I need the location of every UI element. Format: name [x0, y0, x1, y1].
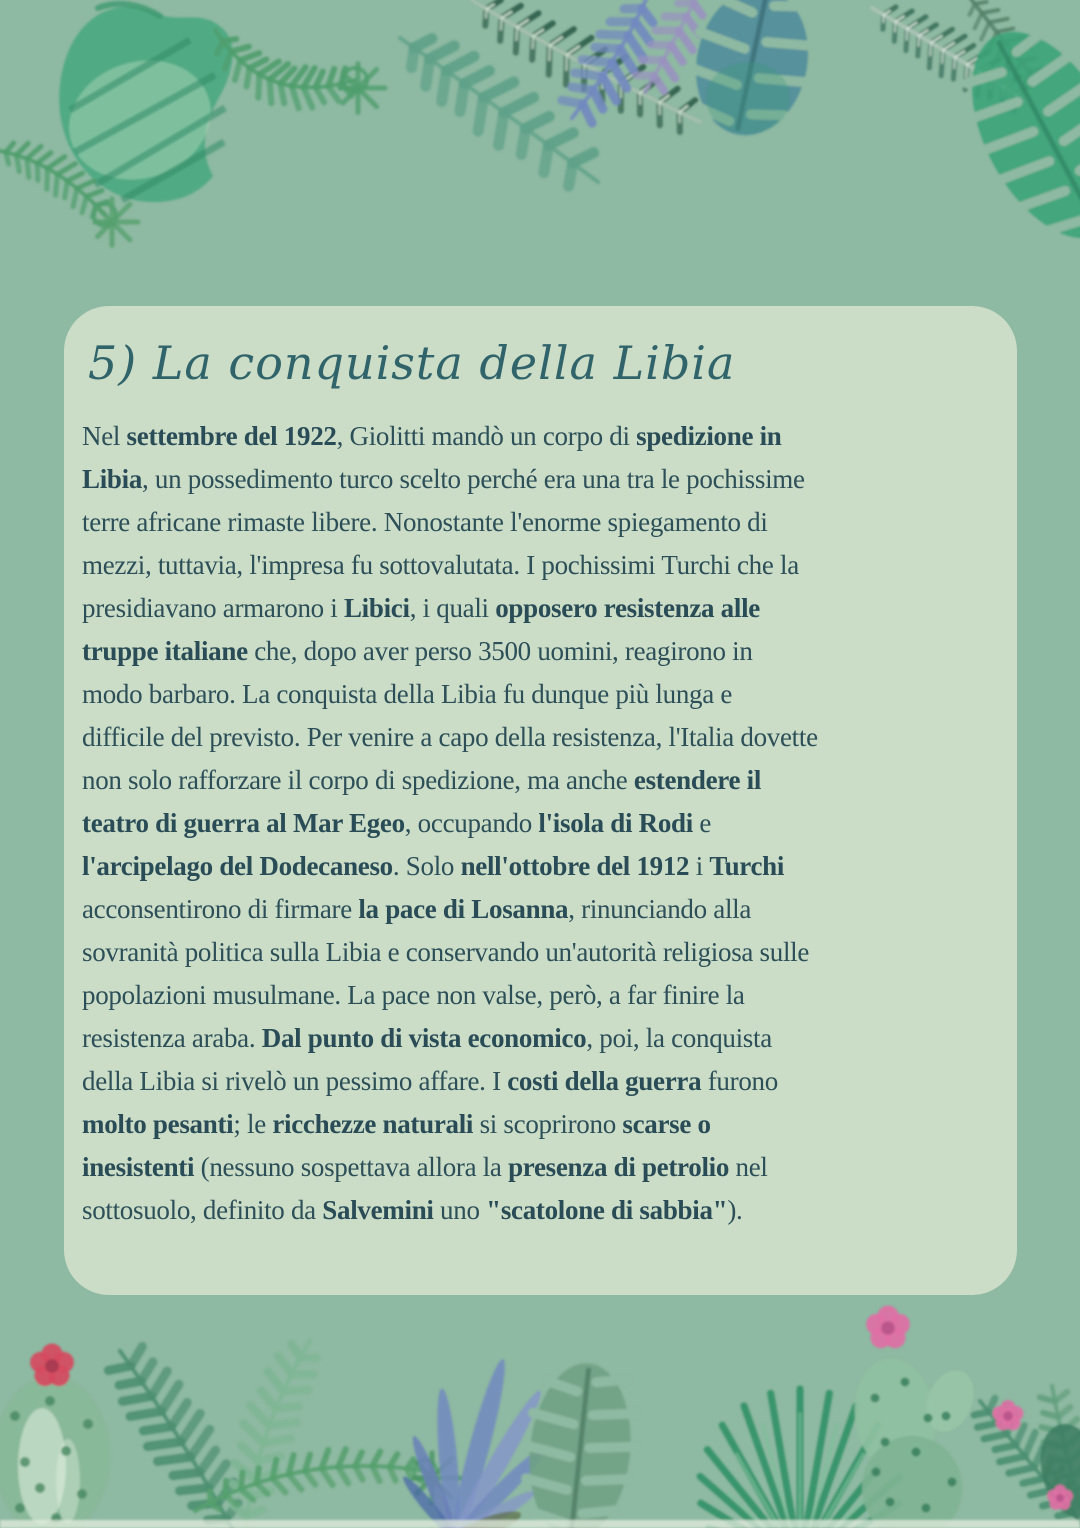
- text-line: sottosuolo, definito da Salvemini uno "scatolone di sabbia").: [82, 1195, 743, 1226]
- text-line: non solo rafforzare il corpo di spedizione, ma anche estendere il: [82, 765, 762, 796]
- cactus-pink-flower: [847, 1306, 982, 1528]
- emerald-monstera: [938, 5, 1080, 264]
- text-line: mezzi, tuttavia, l'impresa fu sottovalutata. I pochissimi Turchi che la: [82, 550, 799, 581]
- top-botanical-border: [0, 0, 1080, 292]
- notes-card: [64, 306, 1017, 1295]
- blue-leaves: [399, 1357, 553, 1528]
- pine-branch: [472, 0, 700, 132]
- text-line: teatro di guerra al Mar Egeo, occupando l'isola di Rodi e: [82, 808, 712, 839]
- left-fern-curl: [0, 143, 138, 245]
- palm-fronds: [108, 1341, 316, 1528]
- text-line: sovranità politica sulla Libia e conservando un'autorità religiosa sulle: [82, 937, 810, 968]
- yucca-fan: [700, 1389, 900, 1528]
- pine-fronds: [872, 0, 1043, 111]
- text-line: terre africane rimaste libere. Nonostante l'enorme spiegamento di: [82, 507, 768, 538]
- text-line: popolazioni musulmane. La pace non valse, però, a far finire la: [82, 980, 745, 1011]
- text-line: inesistenti (nessuno sospettava allora la presenza di petrolio nel: [82, 1152, 768, 1183]
- curl-fern: [195, 1449, 460, 1511]
- text-line: modo barbaro. La conquista della Libia fu dunque più lunga e: [82, 679, 733, 710]
- text-line: Libia, un possedimento turco scelto perché era una tra le pochissime: [82, 464, 805, 495]
- text-line: truppe italiane che, dopo aver perso 3500 uomini, reagirono in: [82, 636, 753, 667]
- bottom-botanical-border: [0, 1266, 1080, 1528]
- teal-monstera: [680, 0, 823, 146]
- blue-fern: [562, 0, 702, 123]
- text-line: molto pesanti; le ricchezze naturali si scoprirono scarse o: [82, 1109, 711, 1140]
- text-line: presidiavano armarono i Libici, i quali opposero resistenza alle: [82, 593, 760, 624]
- text-line: resistenza araba. Dal punto di vista economico, poi, la conquista: [82, 1023, 772, 1054]
- teal-frond: [400, 38, 598, 186]
- fern-arc: [215, 30, 385, 112]
- text-line: difficile del previsto. Per venire a capo della resistenza, l'Italia dovette: [82, 722, 818, 753]
- palm-pink-flowers: [974, 1386, 1080, 1525]
- text-line: l'arcipelago del Dodecaneso. Solo nell'ottobre del 1912 i Turchi: [82, 851, 785, 882]
- text-line: acconsentirono di firmare la pace di Losanna, rinunciando alla: [82, 894, 752, 925]
- body-paragraph: [82, 415, 1007, 1232]
- heart-leaf: [54, 4, 233, 202]
- cactus-red-flower: [0, 1344, 110, 1528]
- text-line: della Libia si rivelò un pessimo affare. I costi della guerra furono: [82, 1066, 778, 1097]
- text-line: Nel settembre del 1922, Giolitti mandò un corpo di spedizione in: [82, 421, 782, 452]
- section-title: 5) La conquista della Libia: [88, 336, 736, 390]
- monstera-leaf: [517, 1358, 643, 1528]
